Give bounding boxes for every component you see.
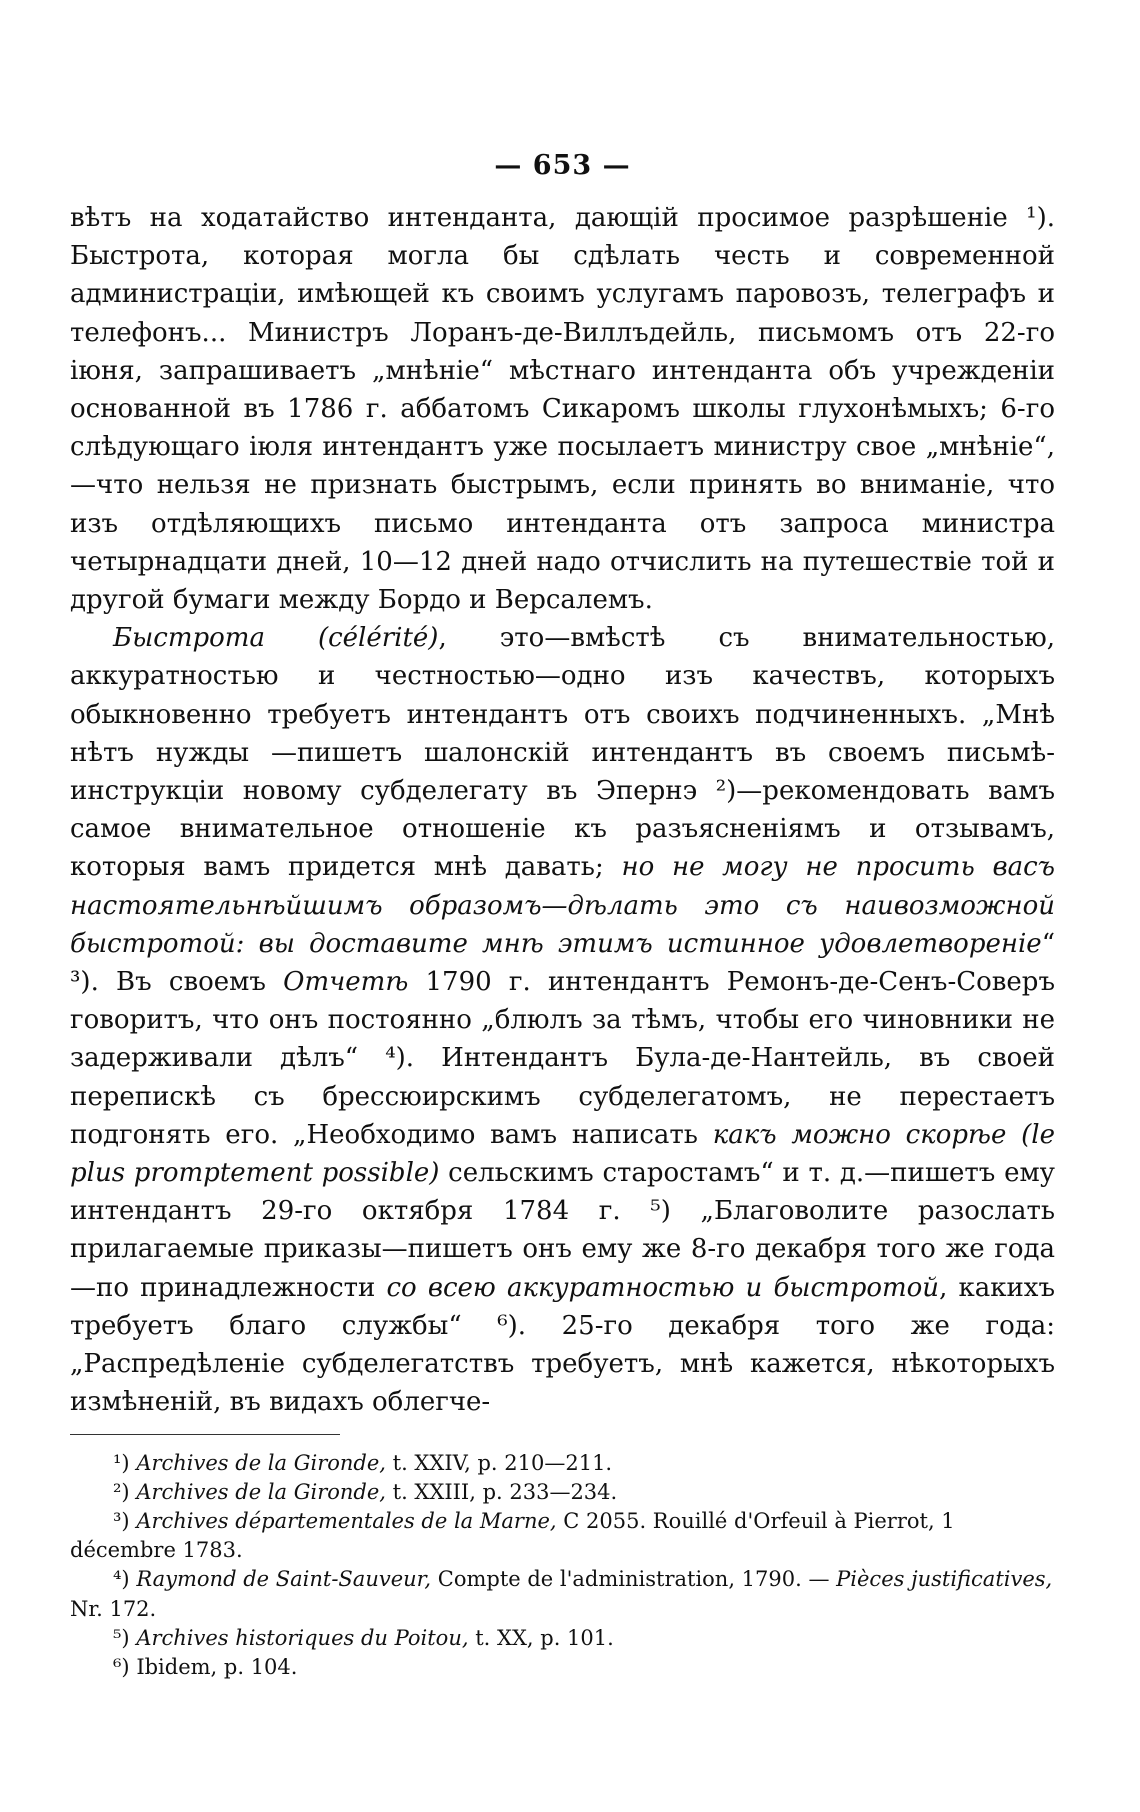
document-page (70, 150, 1055, 1682)
footnote-4: ⁴) Raymond de Saint-Sauveur, Compte de l'administration, 1790. — Pièces justificatives, Nr. 172. (70, 1567, 1053, 1621)
italic-quote: но не могу не просить васъ настоятельнѣйшимъ образомъ—дѣлать это съ наивозможной быстротой: вы доставите мнѣ этимъ истинное удовлетвореніе (70, 852, 1055, 959)
page-number: — 653 — (494, 150, 631, 181)
footnotes (70, 1449, 1055, 1683)
footnote-3: ³) Archives départementales de la Marne, C 2055. Rouillé d'Orfeuil à Pierrot, 1 décembre 1783. (70, 1508, 955, 1563)
main-text (70, 199, 1055, 1422)
paragraph-2: Быстрота (célérité), это—вмѣстѣ съ внимательностью, аккуратностью и честностью—одно изъ качествъ, которыхъ обыкновенно требуетъ интендантъ отъ своихъ подчиненныхъ. „Мнѣ нѣтъ нужды —пишетъ шалонскій интендантъ въ своемъ письмѣ-инструкціи новому субделегату въ Эпернэ ²)—рекомендовать вамъ самое внимательное отношеніе къ разъясненіямъ и отзывамъ, которыя вамъ придется мнѣ давать; но не могу не просить васъ настоятельнѣйшимъ образомъ—дѣлать это съ наивозможной быстротой: вы доставите мнѣ этимъ истинное удовлетвореніе“ ³). Въ своемъ Отчетѣ 1790 г. интендантъ Ремонъ-де-Сенъ-Соверъ говоритъ, что онъ постоянно „блюлъ за тѣмъ, чтобы его чиновники не задерживали дѣлъ“ ⁴). Интендантъ Була-де-Нантейль, въ своей перепискѣ съ брессюирскимъ субделегатомъ, не перестаетъ подгонять его. „Необходимо вамъ написать какъ можно скорѣе (le plus promptement possible) сельскимъ старостамъ“ и т. д.—пишетъ ему интендантъ 29-го октября 1784 г. ⁵) „Благоволите разослать прилагаемые приказы—пишетъ онъ ему же 8-го декабря того же года—по принадлежности со всею аккуратностью и быстротой, какихъ требуетъ благо службы“ ⁶). 25-го декабря того же года: „Распредѣленіе субделегатствъ требуетъ, мнѣ кажется, нѣкоторыхъ измѣненій, въ видахъ облегче- (70, 623, 1056, 1418)
footnote-separator (70, 1434, 340, 1435)
italic-phrase: какъ можно скорѣе (le plus promptement possible) (70, 1119, 1056, 1189)
footnote-6: ⁶) Ibidem, p. 104. (113, 1654, 298, 1679)
footnote-1: ¹) Archives de la Gironde, t. XXIV, p. 210—211. (113, 1450, 613, 1475)
italic-title: Отчетѣ (283, 967, 409, 998)
paragraph-1: вѣтъ на ходатайство интенданта, дающій просимое разрѣшеніе ¹). Быстрота, которая могла бы сдѣлать честь и современной администраціи, имѣющей къ своимъ услугамъ паровозъ, телеграфъ и телефонъ... Министръ Лоранъ-де-Виллъдейль, письмомъ отъ 22-го іюня, запрашиваетъ „мнѣніе“ мѣстнаго интенданта объ учрежденіи основанной въ 1786 г. аббатомъ Сикаромъ школы глухонѣмыхъ; 6-го слѣдующаго іюля интендантъ уже посылаетъ министру свое „мнѣніе“,—что нельзя не признать быстрымъ, если принять во вниманіе, что изъ отдѣляющихъ письмо интенданта отъ запроса министра четырнадцати дней, 10—12 дней надо отчислить на путешествіе той и другой бумаги между Бордо и Версалемъ. (70, 203, 1055, 616)
footnote-2: ²) Archives de la Gironde, t. XXIII, p. 233—234. (113, 1479, 618, 1504)
italic-phrase: со всею аккуратностью и быстротой (386, 1272, 940, 1303)
italic-phrase: Быстрота (célérité) (113, 623, 439, 654)
footnote-5: ⁵) Archives historiques du Poitou, t. XX, p. 101. (113, 1625, 614, 1650)
